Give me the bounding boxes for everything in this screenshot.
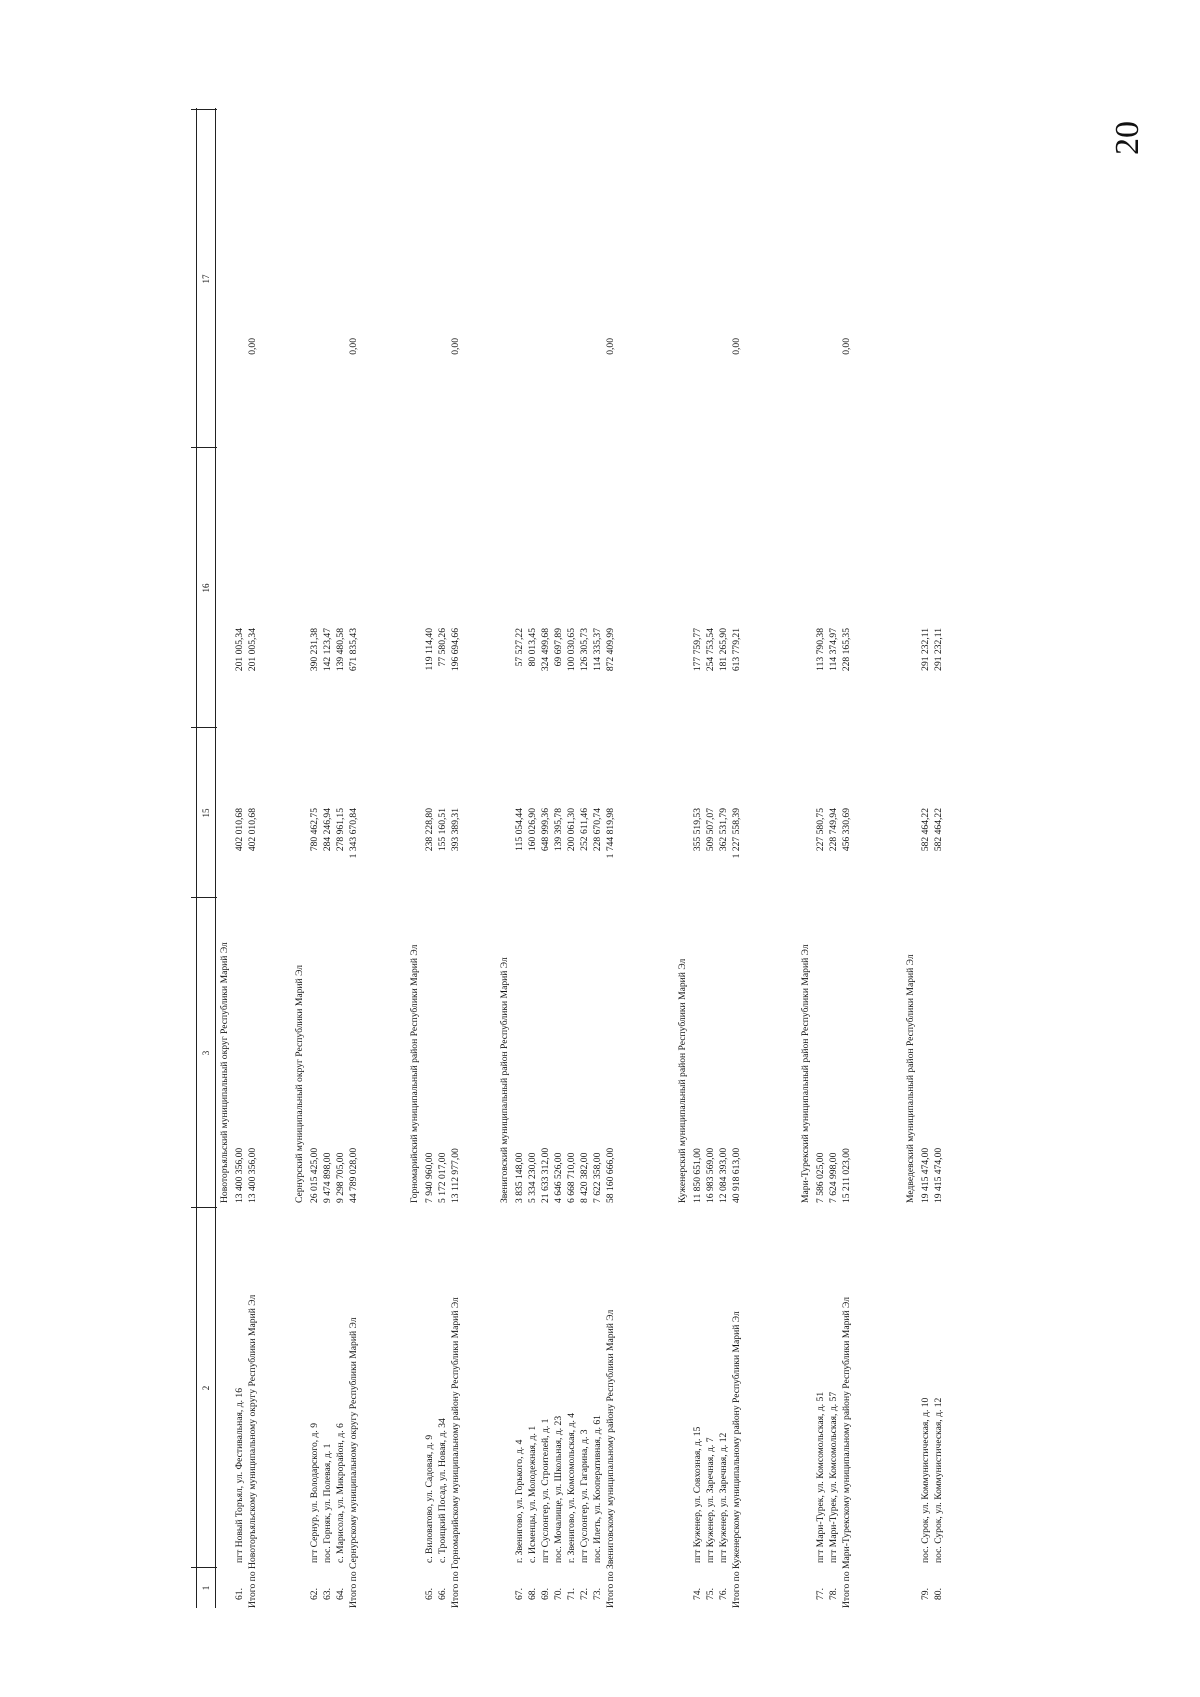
row-col-16: 291 232,11 <box>933 628 944 671</box>
table-row <box>591 108 605 1608</box>
row-col-15: 582 464,22 <box>933 808 944 852</box>
row-address: пос. Илеть, ул. Кооперативная, д. 61 <box>592 1415 603 1563</box>
section-title: Мари-Турекский муниципальный район Республики Марий Эл <box>800 944 811 1203</box>
table-row <box>932 108 946 1608</box>
row-address: пгт Суслонгер, ул. Строителей, д. 1 <box>540 1418 551 1563</box>
row-number: 80. <box>933 1588 944 1600</box>
table-row <box>717 108 731 1608</box>
row-col-15: 278 961,15 <box>335 808 346 852</box>
total-col-16: 613 779,21 <box>731 628 742 672</box>
row-address: пгт Мари-Турек, ул. Комсомольская, д. 57 <box>828 1391 839 1563</box>
row-col-3: 26 015 425,00 <box>309 1147 320 1203</box>
table-row <box>565 108 579 1608</box>
row-number: 71. <box>566 1588 577 1600</box>
table-row <box>578 108 592 1608</box>
section-title: Новоторъяльский муниципальный округ Республики Марий Эл <box>219 942 230 1203</box>
table-row <box>827 108 841 1608</box>
row-address: пгт Куженер, ул. Совхозная, д. 15 <box>692 1426 703 1563</box>
row-col-3: 19 415 474,00 <box>933 1147 944 1203</box>
row-address: пос. Сурок, ул. Коммунистическая, д. 10 <box>920 1397 931 1563</box>
row-col-3: 11 850 651,00 <box>692 1148 703 1203</box>
row-col-15: 200 061,30 <box>566 808 577 852</box>
row-col-16: 139 480,58 <box>335 628 346 672</box>
row-col-3: 5 334 230,00 <box>527 1152 538 1203</box>
section-title-row <box>498 108 512 1608</box>
row-address: пгт Куженер, ул. Заречная, д. 7 <box>705 1437 716 1563</box>
row-col-3: 13 400 356,00 <box>234 1147 245 1203</box>
row-col-16: 201 005,34 <box>234 628 245 672</box>
row-number: 65. <box>424 1588 435 1600</box>
table-row <box>308 108 322 1608</box>
row-address: с. Марисола, ул. Микрорайон, д. 6 <box>335 1423 346 1563</box>
row-col-16: 126 305,73 <box>579 628 590 672</box>
total-col-15: 1 227 558,39 <box>731 808 742 859</box>
table-row <box>436 108 450 1608</box>
row-col-16: 142 123,47 <box>322 628 333 672</box>
row-address: пос. Мочалище, ул. Школьная, д. 23 <box>553 1415 564 1563</box>
row-col-16: 113 790,38 <box>815 628 826 671</box>
total-col-3: 58 160 666,00 <box>605 1147 616 1203</box>
row-col-16: 114 335,37 <box>592 628 603 671</box>
table-row <box>526 108 540 1608</box>
row-number: 62. <box>309 1588 320 1600</box>
row-col-16: 80 013,45 <box>527 628 538 667</box>
row-col-16: 57 527,22 <box>514 628 525 667</box>
row-col-16: 100 030,65 <box>566 628 577 672</box>
section-title-row <box>676 108 690 1608</box>
total-col-3: 13 400 356,00 <box>247 1147 258 1203</box>
row-address: пос. Сурок, ул. Коммунистическая, д. 12 <box>933 1397 944 1563</box>
row-col-15: 160 026,90 <box>527 808 538 852</box>
row-number: 61. <box>234 1588 245 1600</box>
row-number: 67. <box>514 1588 525 1600</box>
total-row <box>449 108 463 1608</box>
total-col-15: 393 389,31 <box>450 808 461 852</box>
row-col-15: 238 228,80 <box>424 808 435 852</box>
total-label: Итого по Новоторъяльскому муниципальному округу Республики Марий Эл <box>247 1294 258 1608</box>
row-col-3: 7 622 358,00 <box>592 1152 603 1203</box>
table-row <box>691 108 705 1608</box>
row-col-15: 252 611,46 <box>579 808 590 851</box>
row-address: пос. Горняк, ул. Полевая, д. 1 <box>322 1443 333 1563</box>
total-col-17: 0,00 <box>450 338 461 355</box>
table-row <box>919 108 933 1608</box>
total-col-3: 40 918 613,00 <box>731 1147 742 1203</box>
total-col-15: 402 010,68 <box>247 808 258 852</box>
total-col-15: 1 744 819,98 <box>605 808 616 859</box>
section-title: Горномарийский муниципальный район Республики Марий Эл <box>409 944 420 1203</box>
row-col-15: 780 462,75 <box>309 808 320 852</box>
row-col-3: 5 172 017,00 <box>437 1152 448 1203</box>
row-col-15: 155 160,51 <box>437 808 448 852</box>
row-number: 79. <box>920 1588 931 1600</box>
section-title: Сернурский муниципальный округ Республики Марий Эл <box>294 964 305 1203</box>
row-col-15: 355 519,53 <box>692 808 703 852</box>
total-row <box>730 108 744 1608</box>
row-col-3: 3 835 148,00 <box>514 1152 525 1203</box>
total-label: Итого по Звениговскому муниципальному району Республики Марий Эл <box>605 1309 616 1608</box>
row-col-16: 77 580,26 <box>437 628 448 667</box>
row-col-16: 291 232,11 <box>920 628 931 671</box>
row-address: пгт Мари-Турек, ул. Комсомольская, д. 51 <box>815 1391 826 1563</box>
total-col-3: 15 211 023,00 <box>841 1148 852 1203</box>
total-col-16: 201 005,34 <box>247 628 258 672</box>
row-col-16: 69 697,89 <box>553 628 564 667</box>
col-header-1: 1 <box>201 1585 211 1591</box>
section-title-row <box>218 108 232 1608</box>
col-header-3: 3 <box>201 1050 211 1056</box>
row-col-3: 7 940 960,00 <box>424 1152 435 1203</box>
row-number: 74. <box>692 1588 703 1600</box>
row-col-3: 4 646 526,00 <box>553 1152 564 1203</box>
row-col-15: 509 507,07 <box>705 808 716 852</box>
table-row <box>334 108 348 1608</box>
row-col-16: 177 759,77 <box>692 628 703 672</box>
row-col-3: 12 084 393,00 <box>718 1147 729 1203</box>
row-col-16: 254 753,54 <box>705 628 716 672</box>
total-row <box>604 108 618 1608</box>
total-col-17: 0,00 <box>348 338 359 355</box>
table-row <box>704 108 718 1608</box>
total-label: Итого по Куженерскому муниципальному району Республики Марий Эл <box>731 1311 742 1608</box>
rotated-table <box>196 108 1056 1608</box>
row-col-15: 115 054,44 <box>514 808 525 851</box>
row-number: 72. <box>579 1588 590 1600</box>
row-number: 75. <box>705 1588 716 1600</box>
total-col-16: 872 409,99 <box>605 628 616 672</box>
total-row <box>347 108 361 1608</box>
total-col-15: 1 343 670,84 <box>348 808 359 859</box>
section-title: Звениговский муниципальный район Республики Марий Эл <box>499 957 510 1203</box>
row-col-15: 228 670,74 <box>592 808 603 852</box>
table-row <box>233 108 247 1608</box>
row-number: 78. <box>828 1588 839 1600</box>
row-col-3: 7 624 998,00 <box>828 1152 839 1203</box>
total-col-3: 44 789 028,00 <box>348 1147 359 1203</box>
section-title-row <box>904 108 918 1608</box>
row-number: 64. <box>335 1588 346 1600</box>
section-title: Медведевский муниципальный район Республики Марий Эл <box>905 954 916 1203</box>
total-label: Итого по Сернурскому муниципальному округу Республики Марий Эл <box>348 1317 359 1608</box>
row-col-15: 362 531,79 <box>718 808 729 852</box>
row-col-3: 6 668 710,00 <box>566 1152 577 1203</box>
col-header-16: 16 <box>201 583 211 593</box>
row-address: г. Звенигово, ул. Комсомольская, д. 4 <box>566 1412 577 1563</box>
table-row <box>513 108 527 1608</box>
row-number: 68. <box>527 1588 538 1600</box>
total-label: Итого по Мари-Турекскому муниципальному району Республики Марий Эл <box>841 1296 852 1608</box>
table-row <box>814 108 828 1608</box>
row-col-3: 21 633 312,00 <box>540 1147 551 1203</box>
row-number: 77. <box>815 1588 826 1600</box>
row-number: 76. <box>718 1588 729 1600</box>
row-address: г. Звенигово, ул. Горького, д. 4 <box>514 1439 525 1563</box>
table-row <box>321 108 335 1608</box>
total-col-15: 456 330,69 <box>841 808 852 852</box>
section-title-row <box>799 108 813 1608</box>
col-header-17: 17 <box>201 274 211 284</box>
row-col-15: 139 395,78 <box>553 808 564 852</box>
row-address: с. Троицкий Посад, ул. Новая, д. 34 <box>437 1418 448 1563</box>
row-col-16: 114 374,97 <box>828 628 839 671</box>
table-row <box>423 108 437 1608</box>
row-col-16: 324 499,68 <box>540 628 551 672</box>
row-address: пгт Куженер, ул. Заречная, д. 12 <box>718 1432 729 1563</box>
row-col-15: 648 999,36 <box>540 808 551 852</box>
row-col-3: 7 586 025,00 <box>815 1152 826 1203</box>
section-title-row <box>293 108 307 1608</box>
row-address: пгт Сернур, ул. Володарского, д. 9 <box>309 1422 320 1563</box>
total-col-17: 0,00 <box>605 338 616 355</box>
total-col-16: 228 165,35 <box>841 628 852 672</box>
row-col-15: 228 749,94 <box>828 808 839 852</box>
row-col-16: 181 265,90 <box>718 628 729 672</box>
row-address: пгт Суслонгер, ул. Гагарина, д. 3 <box>579 1429 590 1563</box>
row-col-15: 227 580,75 <box>815 808 826 852</box>
total-col-16: 671 835,43 <box>348 628 359 672</box>
row-address: с. Виловатово, ул. Садовая, д. 9 <box>424 1434 435 1563</box>
row-address: пгт Новый Торъял, ул. Фестивальная, д. 16 <box>234 1388 245 1563</box>
total-col-17: 0,00 <box>841 338 852 355</box>
col-header-15: 15 <box>201 808 211 818</box>
row-col-3: 9 474 898,00 <box>322 1152 333 1203</box>
row-number: 73. <box>592 1588 603 1600</box>
page-number: 20 <box>1109 121 1146 155</box>
total-row <box>246 108 260 1608</box>
total-col-17: 0,00 <box>247 338 258 355</box>
row-address: с. Исменцы, ул. Молодежная, д. 1 <box>527 1425 538 1563</box>
row-col-3: 9 298 705,00 <box>335 1152 346 1203</box>
table-header <box>196 108 216 1608</box>
row-col-15: 402 010,68 <box>234 808 245 852</box>
row-col-3: 8 420 382,00 <box>579 1152 590 1203</box>
row-number: 63. <box>322 1588 333 1600</box>
col-header-2: 2 <box>201 1385 211 1391</box>
table-row <box>552 108 566 1608</box>
table-row <box>539 108 553 1608</box>
section-title: Куженерский муниципальный район Республики Марий Эл <box>677 958 688 1203</box>
total-col-17: 0,00 <box>731 338 742 355</box>
row-col-15: 582 464,22 <box>920 808 931 852</box>
row-col-16: 119 114,40 <box>424 628 435 671</box>
row-col-15: 284 246,94 <box>322 808 333 852</box>
row-col-3: 19 415 474,00 <box>920 1147 931 1203</box>
row-col-3: 16 983 569,00 <box>705 1147 716 1203</box>
total-label: Итого по Горномарийскому муниципальному району Республики Марий Эл <box>450 1297 461 1608</box>
row-number: 66. <box>437 1588 448 1600</box>
row-number: 70. <box>553 1588 564 1600</box>
total-col-3: 13 112 977,00 <box>450 1148 461 1203</box>
total-col-16: 196 694,66 <box>450 628 461 672</box>
row-col-16: 390 231,38 <box>309 628 320 672</box>
row-number: 69. <box>540 1588 551 1600</box>
section-title-row <box>408 108 422 1608</box>
total-row <box>840 108 854 1608</box>
